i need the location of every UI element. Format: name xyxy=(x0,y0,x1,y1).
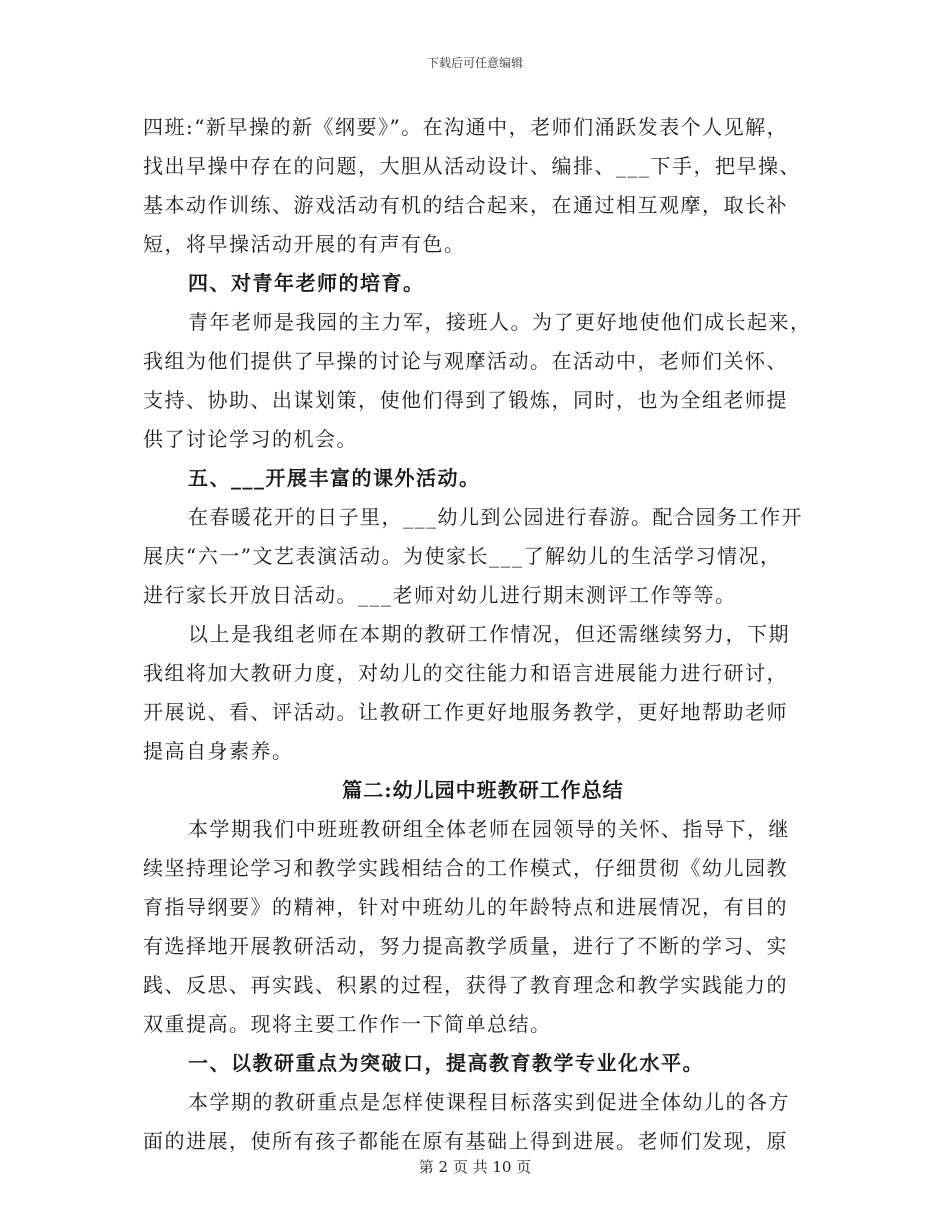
body-line: 本学期我们中班班教研组全体老师在园领导的关怀、指导下，继 xyxy=(188,817,790,841)
body-line: 开展说、看、评活动。让教研工作更好地服务教学，更好地帮助老师 xyxy=(143,700,788,724)
body-line: 育指导纲要》的精神，针对中班幼儿的年龄特点和进展情况，有目的 xyxy=(143,895,788,919)
page-number: 第 2 页 共 10 页 xyxy=(418,1158,532,1176)
body-line: 面的进展，使所有孩子都能在原有基础上得到进展。老师们发现，原 xyxy=(143,1129,788,1153)
page-header: 下载后可任意编辑 xyxy=(426,56,523,70)
body-line: 短，将早操活动开展的有声有色。 xyxy=(143,232,466,256)
chapter-title: 篇二:幼儿园中班教研工作总结 xyxy=(342,778,624,802)
body-line: 续坚持理论学习和教学实践相结合的工作模式，仔细贯彻《幼儿园教 xyxy=(143,856,788,880)
section-heading: 一、以教研重点为突破口，提高教育教学专业化水平。 xyxy=(188,1051,704,1075)
body-line: 在春暖花开的日子里，___幼儿到公园进行春游。配合园务工作开 xyxy=(188,505,803,529)
body-line: 双重提高。现将主要工作作一下简单总结。 xyxy=(143,1012,552,1036)
body-line: 我组将加大教研力度，对幼儿的交往能力和语言进展能力进行研讨， xyxy=(143,661,788,685)
body-line: 以上是我组老师在本期的教研工作情况，但还需继续努力，下期 xyxy=(188,622,790,646)
body-line: 进行家长开放日活动。___老师对幼儿进行期末测评工作等等。 xyxy=(143,583,737,607)
section-heading: 四、对青年老师的培育。 xyxy=(188,271,425,295)
body-line: 展庆“六一”文艺表演活动。为使家长___了解幼儿的生活学习情况， xyxy=(143,544,782,568)
body-line: 有选择地开展教研活动，努力提高教学质量，进行了不断的学习、实 xyxy=(143,934,788,958)
body-line: 提高自身素养。 xyxy=(143,739,294,763)
body-line: 找出早操中存在的问题，大胆从活动设计、编排、___下手，把早操、 xyxy=(143,154,801,178)
body-line: 基本动作训练、游戏活动有机的结合起来，在通过相互观摩，取长补 xyxy=(143,193,788,217)
body-line: 支持、协助、出谋划策，使他们得到了锻炼，同时，也为全组老师提 xyxy=(143,388,788,412)
body-line: 践、反思、再实践、积累的过程，获得了教育理念和教学实践能力的 xyxy=(143,973,788,997)
body-line: 四班:“新早操的新《纲要》”。在沟通中，老师们涌跃发表个人见解， xyxy=(143,115,789,139)
body-line: 本学期的教研重点是怎样使课程目标落实到促进全体幼儿的各方 xyxy=(188,1090,790,1114)
document-body xyxy=(143,108,823,1161)
body-line: 我组为他们提供了早操的讨论与观摩活动。在活动中，老师们关怀、 xyxy=(143,349,788,373)
body-line: 青年老师是我园的主力军，接班人。为了更好地使他们成长起来， xyxy=(188,310,812,334)
section-heading: 五、___开展丰富的课外活动。 xyxy=(188,466,481,490)
body-line: 供了讨论学习的机会。 xyxy=(143,427,358,451)
